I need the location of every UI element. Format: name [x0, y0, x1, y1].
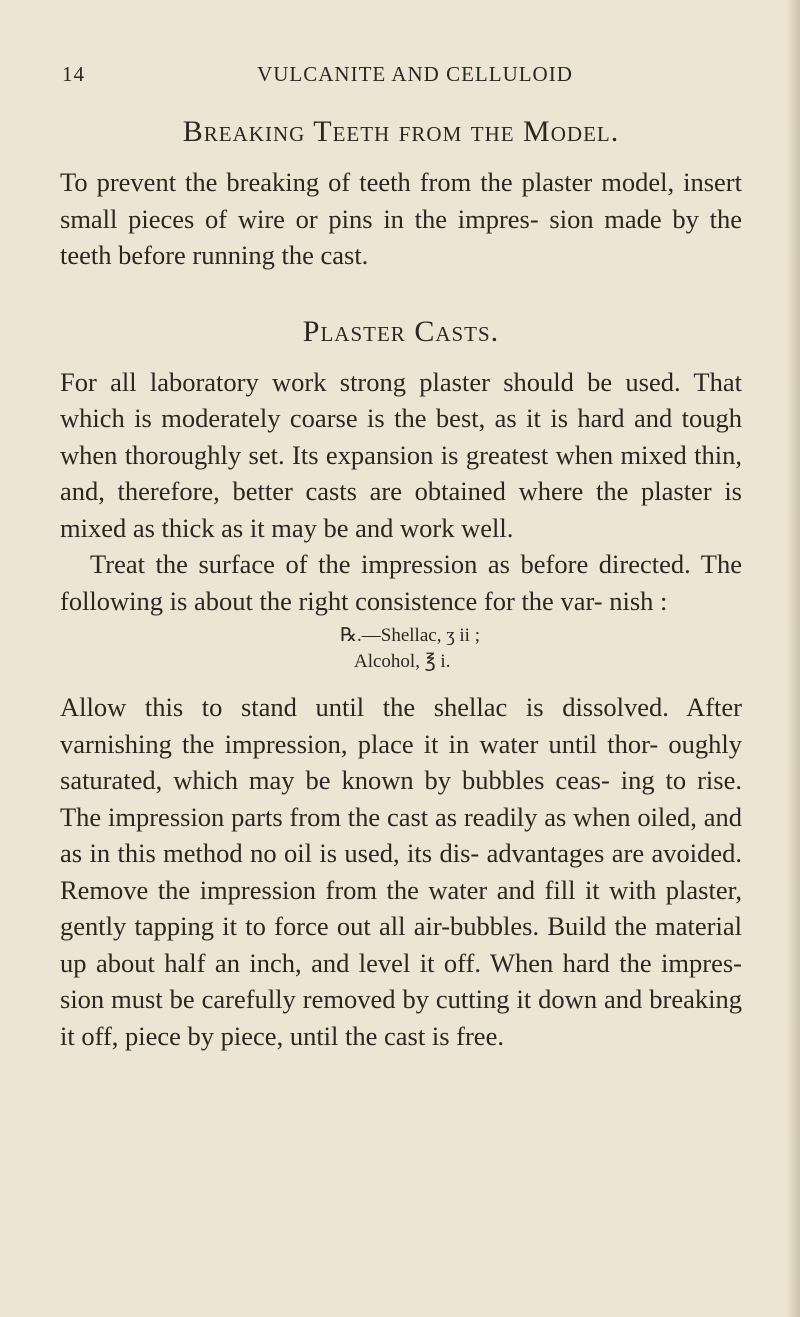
- varnish-formula: [340, 623, 742, 675]
- page-body: [60, 114, 742, 1054]
- formula-line-alcohol: Alcohol, ℥ i.: [354, 651, 451, 672]
- section-heading-breaking-teeth: Breaking Teeth from the Model.: [182, 115, 620, 148]
- paragraph-plaster-intro: For all laboratory work strong plaster should be used. That which is moderately coarse is the best, as it is hard and tough when thoroughly set. Its expansion is greatest when mixed thin, and, therefore, better casts are obtained where the plaster is mixed as thick as it may be and work well.: [60, 366, 742, 543]
- paragraph-procedure: Allow this to stand until the shellac is dissolved. After varnishing the impression, place it in water until thor- oughly saturated, which may be known by bubbles ceas- ing to rise. The impression parts from the cast as readily as when oiled, and as in this method no oil is used, its dis- advantages are avoided. Remove the impression from the water and fill it with plaster, gently tapping it to force out all air-bubbles. Build the material up about half an inch, and level it off. When hard the impres- sion must be carefully removed by cutting it down and breaking it off, piece by piece, until the cast is free.: [60, 692, 742, 1051]
- page-number: 14: [62, 62, 85, 86]
- section-heading-plaster-casts: Plaster Casts.: [302, 314, 500, 348]
- running-header: [60, 62, 740, 92]
- running-title: VULCANITE AND CELLULOID: [257, 62, 573, 86]
- paragraph-breaking-teeth: To prevent the breaking of teeth from the plaster model, insert small pieces of wire or pins in the impres- sion made by the teeth before running the cast.: [60, 167, 742, 270]
- page-edge-shadow: [786, 0, 800, 1317]
- paragraph-varnish: Treat the surface of the impression as before directed. The following is about the right consistence for the var- nish :: [60, 549, 742, 616]
- formula-line-shellac: ℞.—Shellac, ʒ ii ;: [340, 625, 480, 646]
